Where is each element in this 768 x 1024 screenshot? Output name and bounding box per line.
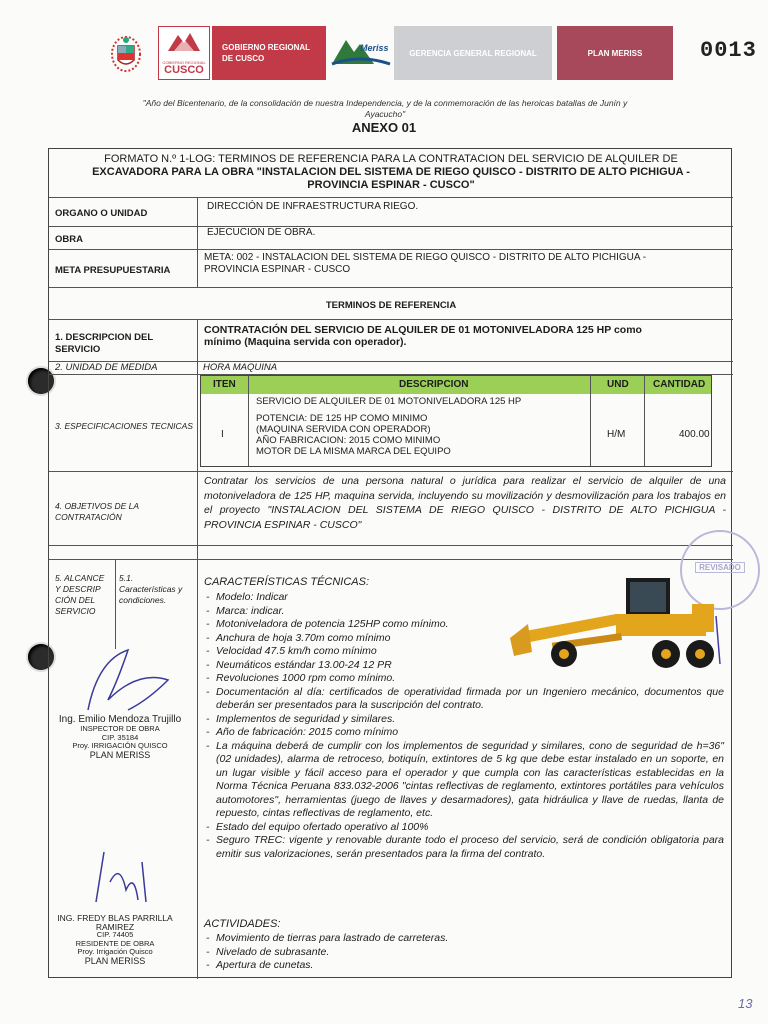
- meriss-logo: [330, 34, 392, 68]
- caracteristica-item: - Neumáticos estándar 13.00-24 12 PR: [204, 659, 724, 673]
- caracteristica-item: - Revoluciones 1000 rpm como mínimo.: [204, 672, 724, 686]
- motto-line-1: "Año del Bicentenario, de la consolidación de nuestra Independencia, y de la conmemoración de las heroicas batallas de Junín y: [142, 98, 628, 108]
- spec-desc-line: POTENCIA: DE 125 HP COMO MINIMO: [256, 413, 428, 424]
- stamp2-line: PLAN MERISS: [84, 955, 146, 966]
- caracteristicas-sublabel: [119, 573, 182, 606]
- footer-page-mark: 13: [738, 996, 753, 1011]
- descripcion-value-line-2: mínimo (Maquina servida con operador).: [204, 336, 407, 348]
- sublabel-line: condiciones.: [119, 595, 167, 605]
- caracteristica-item: - Documentación al día: certificados de operatividad firmada por un Ingeniero mecánico, documentos que deberán ser presentados para la suscripción del contrato.: [204, 686, 724, 713]
- spec-desc-line: MOTOR DE LA MISMA MARCA DEL EQUIPO: [256, 446, 451, 457]
- caracteristica-item: - Estado del equipo ofertado operativo al 100%: [204, 821, 724, 835]
- spec-und: H/M: [607, 429, 626, 440]
- alcance-label-line: 5. ALCANCE: [55, 573, 105, 583]
- spec-table: [200, 375, 712, 467]
- descripcion-value: [204, 324, 642, 348]
- stamp2-line: CIP. 74405: [96, 930, 134, 939]
- meta-value-line-1: META: 002 - INSTALACION DEL SISTEMA DE RIEGO QUISCO - DISTRITO DE ALTO PICHIGUA -: [204, 252, 647, 263]
- gerencia-banner: GERENCIA GENERAL REGIONAL: [394, 26, 552, 80]
- signature-scribble-1: [68, 640, 188, 720]
- descripcion-label: [55, 332, 153, 356]
- spec-header-iten: ITEN: [213, 379, 236, 390]
- meta-value-line-2: PROVINCIA ESPINAR - CUSCO: [204, 264, 351, 275]
- caracteristica-item: - Año de fabricación: 2015 como mínimo: [204, 726, 724, 740]
- obra-value: EJECUCION DE OBRA.: [207, 227, 316, 238]
- revisado-text: REVISADO: [695, 562, 745, 573]
- spec-description: [256, 396, 521, 457]
- spec-header-und: UND: [607, 379, 629, 390]
- cusco-logo: [158, 26, 210, 80]
- format-title-line-2: EXCAVADORA PARA LA OBRA "INSTALACION DEL SISTEMA DE RIEGO QUISCO - DISTRITO DE ALTO PICHIGUA -: [92, 166, 690, 178]
- caracteristica-item: - La máquina deberá de cumplir con los implementos de seguridad y similares, cono de seguridad de h=36" (02 unidades), alarma de retroceso, botiquín, extintores de 5 kg que debe estar instalado en un soporte, en un lugar visible y fácil acceso para el operador y que cumpla con las características establecidas en la Norma Técnica Peruana 833.032-2006 "cintas reflectivas de reglamento, extintores portátiles para vehículos automotores", herramientas (juego de llaves y desarmadores), gata hidráulica y llave de ruedas, llanta de repuesto, cintas reflectivas de reglamento, etc.: [204, 740, 724, 821]
- signature-scribble-2: [76, 842, 166, 912]
- annex-title: ANEXO 01: [351, 120, 417, 135]
- gobierno-line-1: GOBIERNO REGIONAL: [222, 43, 311, 52]
- meta-value: [204, 252, 646, 276]
- descripcion-value-line-1: CONTRATACIÓN DEL SERVICIO DE ALQUILER DE 01 MOTONIVELADORA 125 HP como: [204, 324, 642, 336]
- alcance-label-line: CIÓN DEL: [55, 595, 96, 605]
- stamp1-line: Proy. IRRIGACIÓN QUISCO: [72, 741, 168, 750]
- gobierno-line-2: DE CUSCO: [222, 54, 265, 63]
- caracteristica-item: - Anchura de hoja 3.70m como mínimo: [204, 632, 724, 646]
- objetivos-value: Contratar los servicios de una persona natural o jurídica para realizar el servicio de alquiler de una motoniveladora de 125 HP, maquina servida, incluyendo su movilización y desmovilización para los trabajos en el proyecto "INSTALACION DEL SISTEMA DE RIEGO QUISCO - DISTRITO DE ALTO PICHIGUA - PROVINCIA ESPINAR - CUSCO": [204, 475, 726, 531]
- format-title: [49, 153, 733, 192]
- objetivos-label: [55, 501, 139, 523]
- stamp1-line: INSPECTOR DE OBRA: [80, 724, 160, 733]
- meta-label: META PRESUPUESTARIA: [55, 265, 171, 276]
- sublabel-line: 5.1.: [119, 573, 134, 583]
- motto-line-2: Ayacucho": [364, 109, 406, 119]
- actividad-item: - Nivelado de subrasante.: [204, 946, 724, 960]
- alcance-label-line: Y DESCRIP: [55, 584, 101, 594]
- stamp1-line: CIP. 35184: [101, 732, 139, 742]
- caracteristicas-title: CARACTERÍSTICAS TÉCNICAS:: [204, 576, 370, 588]
- caracteristica-item: - Marca: indicar.: [204, 605, 724, 619]
- obra-label: OBRA: [55, 234, 83, 245]
- spec-item: I: [221, 429, 224, 440]
- plan-meriss-banner: PLAN MERISS: [557, 26, 673, 80]
- gobierno-regional-banner: [212, 26, 326, 80]
- caracteristicas-list: [204, 591, 724, 861]
- objetivos-label-line-2: CONTRATACIÓN: [55, 512, 122, 522]
- sublabel-line: Características y: [119, 584, 183, 594]
- caracteristica-item: - Velocidad 47.5 km/h como mínimo: [204, 645, 724, 659]
- actividad-item: - Movimiento de tierras para lastrado de carreteras.: [204, 932, 724, 946]
- unidad-value: HORA MAQUINA: [203, 362, 278, 373]
- actividad-item: - Apertura de cunetas.: [204, 959, 724, 973]
- cusco-logo-text: CUSCO: [164, 64, 204, 76]
- spec-desc-line: (MAQUINA SERVIDA CON OPERADOR): [256, 424, 431, 435]
- year-motto: [100, 98, 670, 120]
- unidad-label: 2. UNIDAD DE MEDIDA: [55, 362, 158, 373]
- inspector-stamp: [50, 714, 190, 759]
- organo-label: ORGANO O UNIDAD: [55, 208, 148, 219]
- format-title-line-3: PROVINCIA ESPINAR - CUSCO": [307, 179, 475, 191]
- caracteristica-item: - Seguro TREC: vigente y renovable durante todo el proceso del servicio, será de condición obligatoria para emitir sus valorizaciones, serán presentados para la firma del contrato.: [204, 834, 724, 861]
- organo-value: DIRECCIÓN DE INFRAESTRUCTURA RIEGO.: [207, 201, 419, 212]
- stamp1-line: Ing. Emilio Mendoza Trujillo: [58, 714, 182, 725]
- spec-header-cantidad: CANTIDAD: [653, 379, 706, 390]
- format-title-line-1: FORMATO N.º 1-LOG: TERMINOS DE REFERENCIA PARA LA CONTRATACION DEL SERVICIO DE ALQUILER DE: [104, 153, 678, 165]
- caracteristica-item: - Implementos de seguridad y similares.: [204, 713, 724, 727]
- stamp2-line: ING. FREDY BLAS PARRILLA RAMIREZ: [57, 913, 173, 932]
- objetivos-label-line-1: 4. OBJETIVOS DE LA: [55, 501, 140, 511]
- page-number: 0013: [700, 38, 757, 63]
- alcance-label: [55, 573, 104, 617]
- peru-coat-of-arms: [104, 28, 148, 78]
- spec-desc-line: AÑO FABRICACION: 2015 COMO MINIMO: [256, 435, 441, 446]
- actividades-title: ACTIVIDADES:: [204, 918, 281, 930]
- actividades-list: [204, 932, 724, 973]
- alcance-label-line: SERVICIO: [55, 606, 96, 616]
- spec-desc-line: SERVICIO DE ALQUILER DE 01 MOTONIVELADORA 125 HP: [256, 396, 522, 407]
- spec-cantidad: 400.00: [679, 429, 710, 440]
- spec-header-descripcion: DESCRIPCION: [399, 379, 469, 390]
- residente-stamp: [40, 914, 190, 965]
- terminos-heading: TERMINOS DE REFERENCIA: [325, 300, 457, 311]
- meriss-logo-text: Meriss: [360, 43, 389, 53]
- cusco-logo-small-text: GOBIERNO REGIONAL: [162, 60, 206, 65]
- stamp2-line: Proy. Irrigación Quisco: [77, 947, 153, 956]
- spec-table-header: [201, 376, 711, 394]
- descripcion-label-line-2: SERVICIO: [55, 344, 101, 355]
- stamp2-line: RESIDENTE DE OBRA: [75, 938, 155, 948]
- descripcion-label-line-1: 1. DESCRIPCION DEL: [55, 332, 154, 343]
- caracteristica-item: - Modelo: Indicar: [204, 591, 724, 605]
- especificaciones-label: 3. ESPECIFICACIONES TECNICAS: [55, 421, 193, 431]
- caracteristica-item: - Motoniveladora de potencia 125HP como mínimo.: [204, 618, 724, 632]
- stamp1-line: PLAN MERISS: [89, 749, 151, 760]
